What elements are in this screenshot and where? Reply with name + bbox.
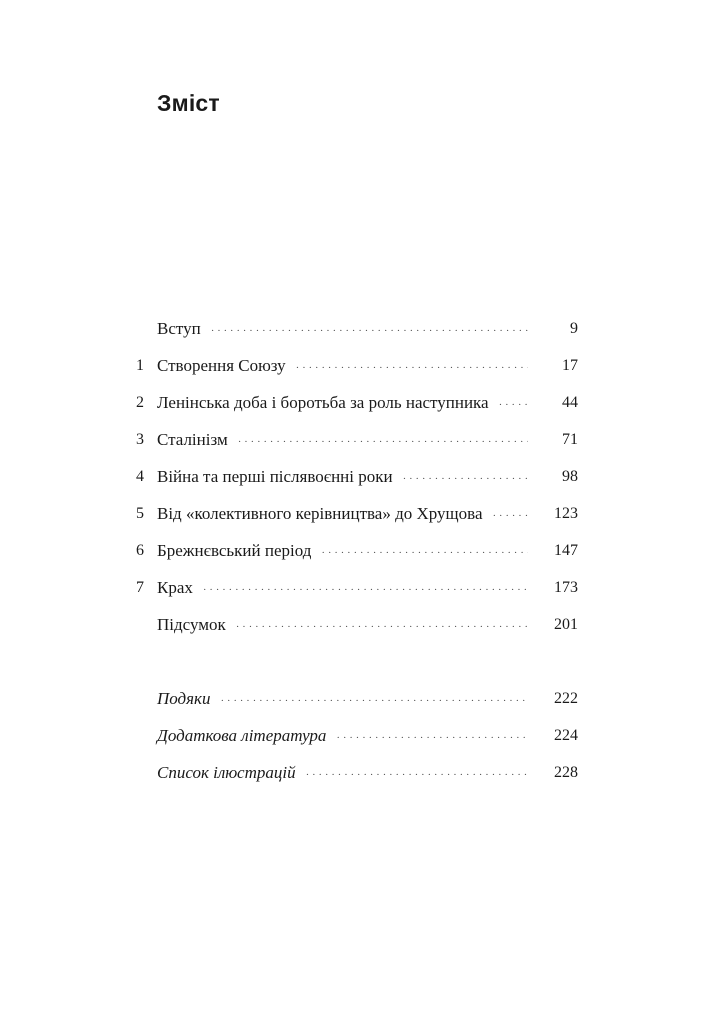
back-matter-title: Додаткова література [157,726,327,745]
dot-leader [493,504,529,526]
toc-entry-conclusion[interactable] [0,614,724,636]
toc-entry-further-reading[interactable] [0,725,724,747]
toc-entry-line [157,318,578,341]
chapter-title: Ленінська доба і боротьба за роль наступника [157,393,489,412]
toc-entry-chapter-3[interactable] [0,429,724,451]
chapter-number: 2 [136,394,144,411]
dot-leader [236,615,528,637]
dot-leader [321,541,528,563]
toc-entry-line [157,540,578,563]
toc-entry-intro[interactable] [0,318,724,340]
page-number: 17 [562,357,578,374]
toc-entry-chapter-1[interactable] [0,355,724,377]
toc-entry-line [157,392,578,415]
page-title: Зміст [157,90,220,116]
page-number: 123 [554,505,578,522]
dot-leader [306,763,528,785]
chapter-title: Брежнєвський період [157,541,312,560]
page-number: 98 [562,468,578,485]
page-number: 9 [570,320,578,337]
toc-entry-list-of-illustrations[interactable] [0,762,724,784]
chapter-title: Вступ [157,319,201,338]
dot-leader [203,578,528,600]
page-number: 228 [554,764,578,781]
chapter-number: 3 [136,431,144,448]
toc-entry-line [157,762,578,785]
toc-entry-line [157,355,578,378]
toc-entry-line [157,725,578,748]
chapter-title: Війна та перші післявоєнні роки [157,467,393,486]
chapter-title: Крах [157,578,193,597]
back-matter-title: Список ілюстрацій [157,763,296,782]
page-number: 222 [554,690,578,707]
dot-leader [296,356,528,378]
dot-leader [221,689,528,711]
page-number: 173 [554,579,578,596]
dot-leader [499,393,528,415]
page-number: 224 [554,727,578,744]
toc-entry-line [157,614,578,637]
chapter-title: Сталінізм [157,430,228,449]
dot-leader [238,430,528,452]
toc-entry-line [157,688,578,711]
chapter-number: 7 [136,579,144,596]
toc-entry-line [157,577,578,600]
toc-entry-chapter-5[interactable] [0,503,724,525]
chapter-number: 5 [136,505,144,522]
chapter-number: 1 [136,357,144,374]
chapter-title: Створення Союзу [157,356,286,375]
chapter-title: Підсумок [157,615,226,634]
dot-leader [403,467,528,489]
page-number: 201 [554,616,578,633]
page-number: 44 [562,394,578,411]
page-number: 147 [554,542,578,559]
toc-entry-line [157,429,578,452]
dot-leader [336,726,528,748]
back-matter-title: Подяки [157,689,211,708]
toc-entry-chapter-4[interactable] [0,466,724,488]
toc-entry-line [157,503,578,526]
toc-entry-chapter-6[interactable] [0,540,724,562]
toc-entry-acknowledgements[interactable] [0,688,724,710]
chapter-number: 4 [136,468,144,485]
dot-leader [211,319,528,341]
chapter-number: 6 [136,542,144,559]
chapter-title: Від «колективного керівництва» до Хрущова [157,504,483,523]
toc-entry-line [157,466,578,489]
page-number: 71 [562,431,578,448]
toc-entry-chapter-7[interactable] [0,577,724,599]
toc-entry-chapter-2[interactable] [0,392,724,414]
